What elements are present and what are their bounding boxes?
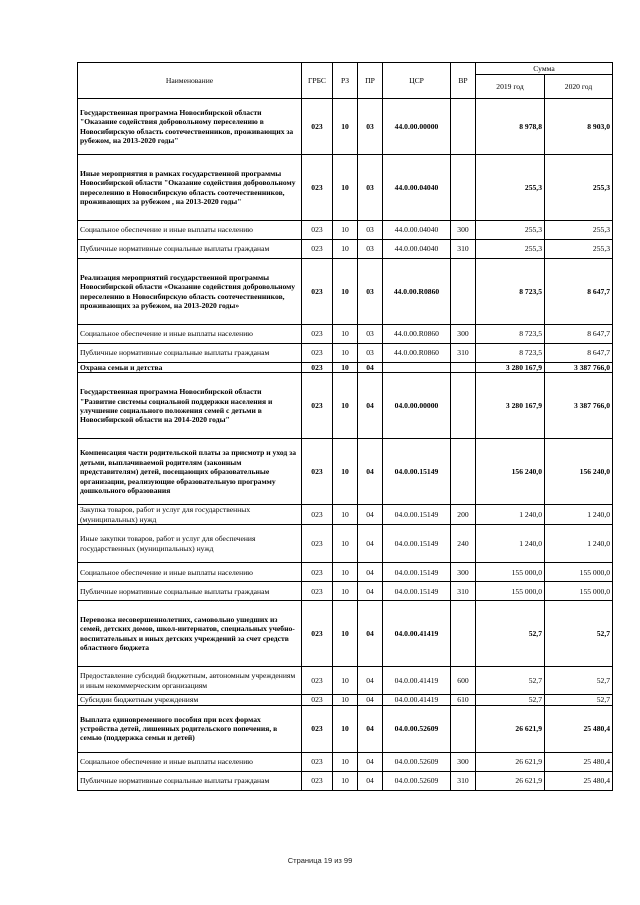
table-row [78,525,613,563]
cell-rz: 10 [333,601,358,667]
cell-csr [383,363,451,373]
page-number: Страница 19 из 99 [287,856,353,865]
cell-name: Публичные нормативные социальные выплаты гражданам [78,582,302,601]
cell-csr: 04.0.00.00000 [383,373,451,439]
header-2020: 2020 год [545,75,613,99]
cell-name: Закупка товаров, работ и услуг для государственных (муниципальных) нужд [78,505,302,525]
cell-2020: 155 000,0 [545,582,613,601]
cell-vr [451,705,476,752]
cell-grbs: 023 [302,695,333,705]
cell-pr: 04 [358,667,383,695]
cell-2019: 255,3 [476,240,545,259]
cell-pr: 04 [358,582,383,601]
cell-2019: 52,7 [476,601,545,667]
cell-rz: 10 [333,582,358,601]
cell-grbs: 023 [302,705,333,752]
cell-2020: 8 647,7 [545,259,613,325]
cell-2020: 1 240,0 [545,505,613,525]
cell-csr: 04.0.00.15149 [383,582,451,601]
cell-name: Государственная программа Новосибирской области "Развитие системы социальной поддержки населения и улучшение социального положения семей с детьми в Новосибирской области на 2014-2020 годы" [78,373,302,439]
table-row [78,240,613,259]
cell-grbs: 023 [302,259,333,325]
cell-grbs: 023 [302,771,333,790]
cell-2020: 255,3 [545,155,613,221]
cell-rz: 10 [333,99,358,155]
cell-rz: 10 [333,695,358,705]
cell-csr: 04.0.00.15149 [383,439,451,505]
cell-vr [451,439,476,505]
header-sum: Сумма [476,63,613,75]
cell-pr: 04 [358,705,383,752]
cell-pr: 04 [358,563,383,582]
cell-name: Публичные нормативные социальные выплаты гражданам [78,344,302,363]
cell-2020: 52,7 [545,601,613,667]
cell-vr: 300 [451,325,476,344]
cell-2019: 8 978,8 [476,99,545,155]
cell-name: Перевозка несовершеннолетних, самовольно ушедших из семей, детских домов, школ-интернатов, специальных учебно-воспитательных и иных детских учреждений за счет средств областного бюджета [78,601,302,667]
cell-vr [451,99,476,155]
cell-2020: 52,7 [545,667,613,695]
cell-name: Выплата единовременного пособия при всех формах устройства детей, лишенных родительского попечения, в семью (поддержка семьи и детей) [78,705,302,752]
table-row [78,99,613,155]
cell-2019: 26 621,9 [476,705,545,752]
cell-vr: 600 [451,667,476,695]
cell-grbs: 023 [302,752,333,771]
cell-csr: 04.0.00.41419 [383,601,451,667]
cell-name: Государственная программа Новосибирской области "Оказание содействия добровольному переселению в Новосибирскую область соотечественников, проживающих за рубежом, на 2013-2020 годы" [78,99,302,155]
cell-pr: 04 [358,363,383,373]
cell-vr: 610 [451,695,476,705]
cell-rz: 10 [333,563,358,582]
cell-name: Субсидии бюджетным учреждениям [78,695,302,705]
cell-csr: 44.0.00.04040 [383,240,451,259]
cell-pr: 03 [358,344,383,363]
cell-rz: 10 [333,373,358,439]
cell-vr: 300 [451,752,476,771]
cell-2019: 3 280 167,9 [476,373,545,439]
cell-vr: 300 [451,221,476,240]
cell-pr: 04 [358,601,383,667]
cell-csr: 44.0.00.R0860 [383,259,451,325]
cell-vr: 310 [451,240,476,259]
table-row [78,563,613,582]
table-row [78,259,613,325]
cell-vr: 310 [451,344,476,363]
cell-grbs: 023 [302,363,333,373]
table-row [78,667,613,695]
cell-csr: 04.0.00.15149 [383,563,451,582]
cell-2020: 156 240,0 [545,439,613,505]
header-rz: РЗ [333,63,358,99]
cell-2019: 52,7 [476,695,545,705]
header-csr: ЦСР [383,63,451,99]
cell-vr: 300 [451,563,476,582]
cell-grbs: 023 [302,525,333,563]
header-pr: ПР [358,63,383,99]
cell-grbs: 023 [302,344,333,363]
cell-grbs: 023 [302,99,333,155]
cell-vr [451,601,476,667]
cell-2020: 255,3 [545,221,613,240]
cell-csr: 44.0.00.04040 [383,221,451,240]
header-vr: ВР [451,63,476,99]
table-body [78,99,613,791]
cell-vr: 200 [451,505,476,525]
cell-grbs: 023 [302,155,333,221]
cell-pr: 04 [358,439,383,505]
cell-2020: 25 480,4 [545,752,613,771]
cell-grbs: 023 [302,505,333,525]
cell-rz: 10 [333,705,358,752]
cell-rz: 10 [333,505,358,525]
cell-name: Социальное обеспечение и иные выплаты населению [78,325,302,344]
cell-vr [451,363,476,373]
table-row [78,325,613,344]
cell-2020: 25 480,4 [545,705,613,752]
cell-pr: 03 [358,99,383,155]
cell-name: Социальное обеспечение и иные выплаты населению [78,221,302,240]
cell-rz: 10 [333,667,358,695]
header-grbs: ГРБС [302,63,333,99]
table-row [78,439,613,505]
cell-grbs: 023 [302,221,333,240]
cell-vr: 310 [451,771,476,790]
cell-grbs: 023 [302,601,333,667]
cell-grbs: 023 [302,240,333,259]
cell-vr: 240 [451,525,476,563]
cell-2020: 155 000,0 [545,563,613,582]
cell-2019: 255,3 [476,221,545,240]
cell-2019: 8 723,5 [476,325,545,344]
cell-csr: 04.0.00.15149 [383,525,451,563]
cell-2019: 1 240,0 [476,505,545,525]
cell-name: Публичные нормативные социальные выплаты гражданам [78,240,302,259]
cell-2019: 8 723,5 [476,259,545,325]
cell-2020: 25 480,4 [545,771,613,790]
cell-csr: 04.0.00.52609 [383,705,451,752]
cell-name: Публичные нормативные социальные выплаты гражданам [78,771,302,790]
cell-pr: 03 [358,325,383,344]
table-row [78,771,613,790]
cell-csr: 04.0.00.41419 [383,667,451,695]
cell-2020: 255,3 [545,240,613,259]
cell-pr: 04 [358,695,383,705]
cell-rz: 10 [333,240,358,259]
cell-2020: 3 387 766,0 [545,373,613,439]
cell-rz: 10 [333,525,358,563]
cell-name: Иные мероприятия в рамках государственной программы Новосибирской области "Оказание содействия добровольному переселению в Новосибирскую область соотечественников, проживающих за рубежом , на 2013-2020 годы" [78,155,302,221]
cell-name: Реализация мероприятий государственной программы Новосибирской области «Оказание содействия добровольному переселению в Новосибирскую область соотечественников, проживающих за рубежом, на 2013-2020 годы» [78,259,302,325]
cell-2019: 26 621,9 [476,752,545,771]
cell-csr: 44.0.00.R0860 [383,344,451,363]
cell-2019: 3 280 167,9 [476,363,545,373]
cell-2019: 1 240,0 [476,525,545,563]
cell-name: Социальное обеспечение и иные выплаты населению [78,563,302,582]
cell-2019: 52,7 [476,667,545,695]
table-row [78,505,613,525]
cell-rz: 10 [333,771,358,790]
table-row [78,752,613,771]
cell-name: Предоставление субсидий бюджетным, автономным учреждениям и иным некоммерческим организациям [78,667,302,695]
cell-csr: 04.0.00.52609 [383,771,451,790]
table-row [78,582,613,601]
cell-rz: 10 [333,439,358,505]
cell-rz: 10 [333,325,358,344]
cell-rz: 10 [333,259,358,325]
cell-grbs: 023 [302,373,333,439]
cell-pr: 03 [358,221,383,240]
table-row [78,363,613,373]
cell-2019: 155 000,0 [476,563,545,582]
table-row [78,155,613,221]
cell-name: Охрана семьи и детства [78,363,302,373]
table-row [78,373,613,439]
cell-grbs: 023 [302,563,333,582]
table-row [78,601,613,667]
table-row [78,344,613,363]
budget-table [77,62,613,791]
cell-pr: 03 [358,259,383,325]
cell-pr: 04 [358,771,383,790]
cell-rz: 10 [333,344,358,363]
cell-csr: 44.0.00.00000 [383,99,451,155]
cell-2019: 156 240,0 [476,439,545,505]
cell-csr: 04.0.00.41419 [383,695,451,705]
cell-vr [451,155,476,221]
cell-csr: 44.0.00.R0860 [383,325,451,344]
cell-2020: 52,7 [545,695,613,705]
cell-grbs: 023 [302,667,333,695]
cell-rz: 10 [333,752,358,771]
cell-2020: 8 903,0 [545,99,613,155]
cell-2019: 26 621,9 [476,771,545,790]
cell-2020: 8 647,7 [545,344,613,363]
table-row [78,705,613,752]
cell-csr: 44.0.00.04040 [383,155,451,221]
cell-2020: 1 240,0 [545,525,613,563]
cell-pr: 03 [358,155,383,221]
cell-name: Иные закупки товаров, работ и услуг для обеспечения государственных (муниципальных) нужд [78,525,302,563]
cell-pr: 04 [358,505,383,525]
cell-rz: 10 [333,221,358,240]
cell-2019: 155 000,0 [476,582,545,601]
cell-pr: 04 [358,373,383,439]
cell-2020: 3 387 766,0 [545,363,613,373]
cell-pr: 04 [358,525,383,563]
cell-2020: 8 647,7 [545,325,613,344]
cell-vr: 310 [451,582,476,601]
cell-name: Социальное обеспечение и иные выплаты населению [78,752,302,771]
cell-pr: 04 [358,752,383,771]
cell-rz: 10 [333,155,358,221]
cell-grbs: 023 [302,582,333,601]
cell-vr [451,259,476,325]
cell-vr [451,373,476,439]
header-name: Наименование [78,63,302,99]
cell-rz: 10 [333,363,358,373]
cell-name: Компенсация части родительской платы за присмотр и уход за детьми, выплачиваемой родителям (законным представителям) детей, посещающих образовательные организации, реализующие образовательную программу дошкольного образования [78,439,302,505]
cell-2019: 255,3 [476,155,545,221]
cell-grbs: 023 [302,439,333,505]
table-row [78,221,613,240]
cell-2019: 8 723,5 [476,344,545,363]
cell-csr: 04.0.00.15149 [383,505,451,525]
cell-pr: 03 [358,240,383,259]
table-row [78,695,613,705]
header-2019: 2019 год [476,75,545,99]
cell-grbs: 023 [302,325,333,344]
cell-csr: 04.0.00.52609 [383,752,451,771]
